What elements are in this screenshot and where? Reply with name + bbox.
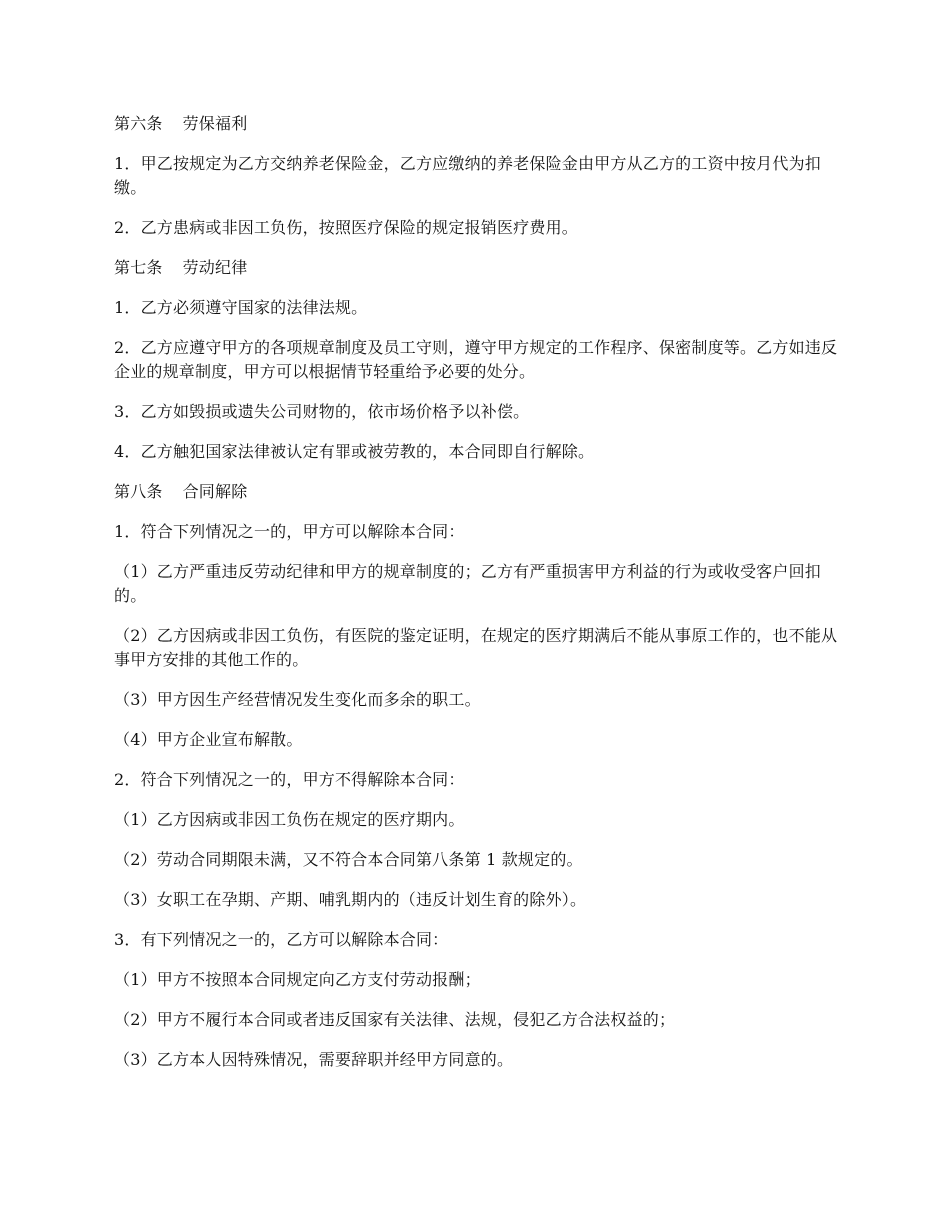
sub-clause-paragraph: （3）甲方因生产经营情况发生变化而多余的职工。 (114, 690, 481, 709)
sub-clause-paragraph: （3）乙方本人因特殊情况，需要辞职并经甲方同意的。 (114, 1050, 514, 1069)
clause-paragraph: 2．乙方应遵守甲方的各项规章制度及员工守则，遵守甲方规定的工作程序、保密制度等。乙方如违反企业的规章制度，甲方可以根据情节轻重给予必要的处分。 (114, 338, 838, 381)
sub-clause-paragraph: （1）乙方因病或非因工负伤在规定的医疗期内。 (114, 810, 465, 829)
section-heading-6 (114, 112, 844, 136)
sub-clause-paragraph: （2）甲方不履行本合同或者违反国家有关法律、法规，侵犯乙方合法权益的； (114, 1010, 676, 1029)
sub-clause-paragraph: （4）甲方企业宣布解散。 (114, 730, 303, 749)
clause-paragraph: 1．符合下列情况之一的，甲方可以解除本合同： (114, 522, 465, 541)
sub-clause-paragraph: （1）乙方严重违反劳动纪律和甲方的规章制度的；乙方有严重损害甲方利益的行为或收受客户回扣的。 (114, 562, 821, 605)
clause-paragraph: 1．甲乙按规定为乙方交纳养老保险金，乙方应缴纳的养老保险金由甲方从乙方的工资中按月代为扣缴。 (114, 154, 821, 197)
sub-clause-paragraph: （2）乙方因病或非因工负伤，有医院的鉴定证明，在规定的医疗期满后不能从事原工作的，也不能从事甲方安排的其他工作的。 (114, 626, 838, 669)
sub-clause-paragraph: （3）女职工在孕期、产期、哺乳期内的（违反计划生育的除外）。 (114, 890, 587, 909)
clause-paragraph: 1．乙方必须遵守国家的法律法规。 (114, 298, 368, 317)
sub-clause-paragraph: （1）甲方不按照本合同规定向乙方支付劳动报酬； (114, 970, 481, 989)
section-number: 第七条 (114, 258, 163, 277)
section-title: 劳动纪律 (182, 258, 248, 277)
clause-paragraph: 4．乙方触犯国家法律被认定有罪或被劳教的，本合同即自行解除。 (114, 442, 595, 461)
section-heading-7 (114, 256, 844, 280)
section-title: 合同解除 (182, 482, 248, 501)
sub-clause-paragraph: （2）劳动合同期限未满，又不符合本合同第八条第 1 款规定的。 (114, 850, 583, 869)
section-number: 第八条 (114, 482, 163, 501)
clause-paragraph: 2．乙方患病或非因工负伤，按照医疗保险的规定报销医疗费用。 (114, 218, 578, 237)
clause-paragraph: 2．符合下列情况之一的，甲方不得解除本合同： (114, 770, 465, 789)
section-heading-8 (114, 480, 844, 504)
section-title: 劳保福利 (182, 114, 248, 133)
document-body (114, 112, 844, 1088)
clause-paragraph: 3．有下列情况之一的，乙方可以解除本合同： (114, 930, 449, 949)
section-number: 第六条 (114, 114, 163, 133)
clause-paragraph: 3．乙方如毁损或遗失公司财物的，依市场价格予以补偿。 (114, 402, 530, 421)
